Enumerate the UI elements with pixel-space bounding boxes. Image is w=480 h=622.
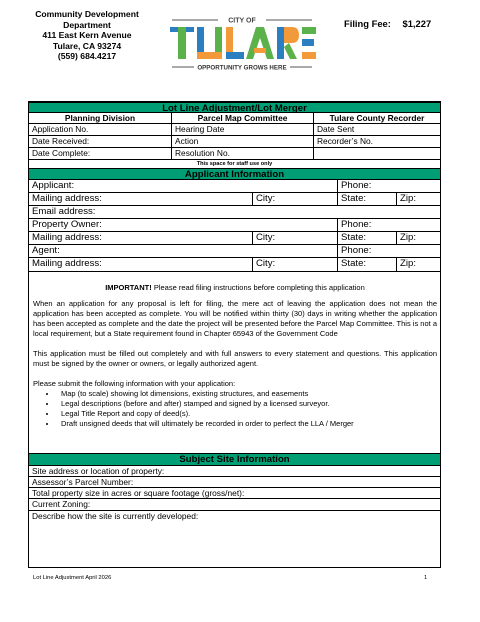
footer-document-label: Lot Line Adjustment April 2026 [33,575,112,581]
staff-field-resolution-no: Resolution No. [171,148,313,159]
applicant-email-field[interactable]: Email address: [32,206,96,217]
filing-fee-value: $1,227 [402,18,432,29]
agent-phone-field[interactable]: Phone: [337,245,440,257]
logo-top-text: CITY OF [228,17,256,25]
applicant-city-field[interactable]: City: [252,193,337,205]
site-address-field[interactable]: Site address or location of property: [32,466,165,476]
staff-field-hearing-date: Hearing Date [171,124,313,135]
staff-row [29,136,440,148]
instructions-paragraph: When an application for any proposal is left for filing, the mere act of leaving the application does not mean the application has been accepted as complete. You will be notified within thirty (30) days in writing whether the application has been accepted as complete and the date the project will be presented before the Parcel Map Committee. This is not a local requirement, but a State requirement found in Chapter 65943 of the Government Code [33,299,437,339]
applicant-name-field[interactable]: Applicant: [32,180,75,191]
column-planning-division: Planning Division [64,113,136,123]
property-size-field[interactable]: Total property size in acres or square footage (gross/net): [32,488,245,498]
agent-mailing-row[interactable] [29,258,440,272]
staff-row [29,124,440,136]
site-row[interactable] [29,466,440,477]
agent-name-field[interactable]: Agent: [32,245,60,256]
page-number: 1 [424,575,428,581]
applicant-row[interactable] [29,180,440,193]
list-item: • Legal descriptions (before and after) stamped and signed by a licensed surveyor. [57,399,437,409]
filing-instructions [33,283,437,429]
applicant-zip-field[interactable]: Zip: [396,193,440,205]
staff-field-date-complete: Date Complete: [32,148,91,158]
owner-phone-field[interactable]: Phone: [337,219,440,231]
staff-field-blank [313,148,440,159]
agent-zip-field[interactable]: Zip: [396,258,440,271]
form-title: Lot Line Adjustment/Lot Merger [29,102,440,113]
applicant-phone-field[interactable]: Phone: [337,180,440,192]
site-development-description-field[interactable]: Describe how the site is currently developed: [32,511,199,521]
assessor-parcel-number-field[interactable]: Assessor’s Parcel Number: [32,477,134,487]
owner-state-field[interactable]: State: [337,232,396,244]
required-documents-list [33,389,437,429]
staff-field-application-no: Application No. [32,124,89,134]
list-item: • Map (to scale) showing lot dimensions, existing structures, and easements [57,389,437,399]
current-zoning-field[interactable]: Current Zoning: [32,499,91,509]
property-owner-field[interactable]: Property Owner: [32,219,102,230]
important-label: IMPORTANT! [105,283,152,292]
instructions-paragraph: Please submit the following information with your application: [33,378,236,388]
list-item: • Legal Title Report and copy of deed(s). [57,409,437,419]
owner-city-field[interactable]: City: [252,232,337,244]
staff-use-note: This space for staff use only [196,161,273,167]
staff-field-date-sent: Date Sent [313,124,440,135]
logo-tagline: OPPORTUNITY GROWS HERE [197,64,287,72]
owner-zip-field[interactable]: Zip: [396,232,440,244]
dept-line: 411 East Kern Avenue [42,30,132,41]
staff-field-recorders-no: Recorder’s No. [313,136,440,147]
applicant-mailing-row[interactable] [29,193,440,206]
site-row[interactable] [29,499,440,511]
email-row[interactable] [29,206,440,219]
dept-line: (559) 684.4217 [57,51,117,62]
column-parcel-map-committee: Parcel Map Committee [171,113,313,123]
city-of-tulare-logo [166,14,318,74]
instructions-paragraph: This application must be filled out completely and with full answers to every statement and questions. This application must be signed by the owner or owners, or legally authorized agent. [33,348,437,369]
applicant-state-field[interactable]: State: [337,193,396,205]
applicant-mailing-address-field[interactable]: Mailing address: [32,193,102,204]
department-address [24,9,150,62]
site-row[interactable] [29,477,440,488]
staff-row [29,148,440,160]
dept-line: Department [63,19,111,30]
filing-fee-label: Filing Fee: [344,18,391,29]
agent-state-field[interactable]: State: [337,258,396,271]
staff-field-action: Action [171,136,313,147]
agent-city-field[interactable]: City: [252,258,337,271]
important-notice [33,283,437,293]
section-applicant-information: Applicant Information [29,168,440,180]
filing-fee [344,18,431,29]
site-row[interactable] [29,488,440,499]
list-item: • Draft unsigned deeds that will ultimately be recorded in order to perfect the LLA / Merger [57,419,437,429]
agent-mailing-address-field[interactable]: Mailing address: [32,258,102,269]
agent-row[interactable] [29,245,440,258]
section-subject-site-information: Subject Site Information [29,453,440,466]
staff-columns-header [29,113,440,124]
column-county-recorder: Tulare County Recorder [313,113,440,123]
staff-field-date-received: Date Received: [32,136,90,146]
owner-mailing-address-field[interactable]: Mailing address: [32,232,102,243]
owner-mailing-row[interactable] [29,232,440,245]
dept-line: Tulare, CA 93274 [52,40,122,51]
important-text: Please read filing instructions before completing this application [151,283,365,292]
dept-line: Community Development [35,9,139,19]
owner-row[interactable] [29,219,440,232]
